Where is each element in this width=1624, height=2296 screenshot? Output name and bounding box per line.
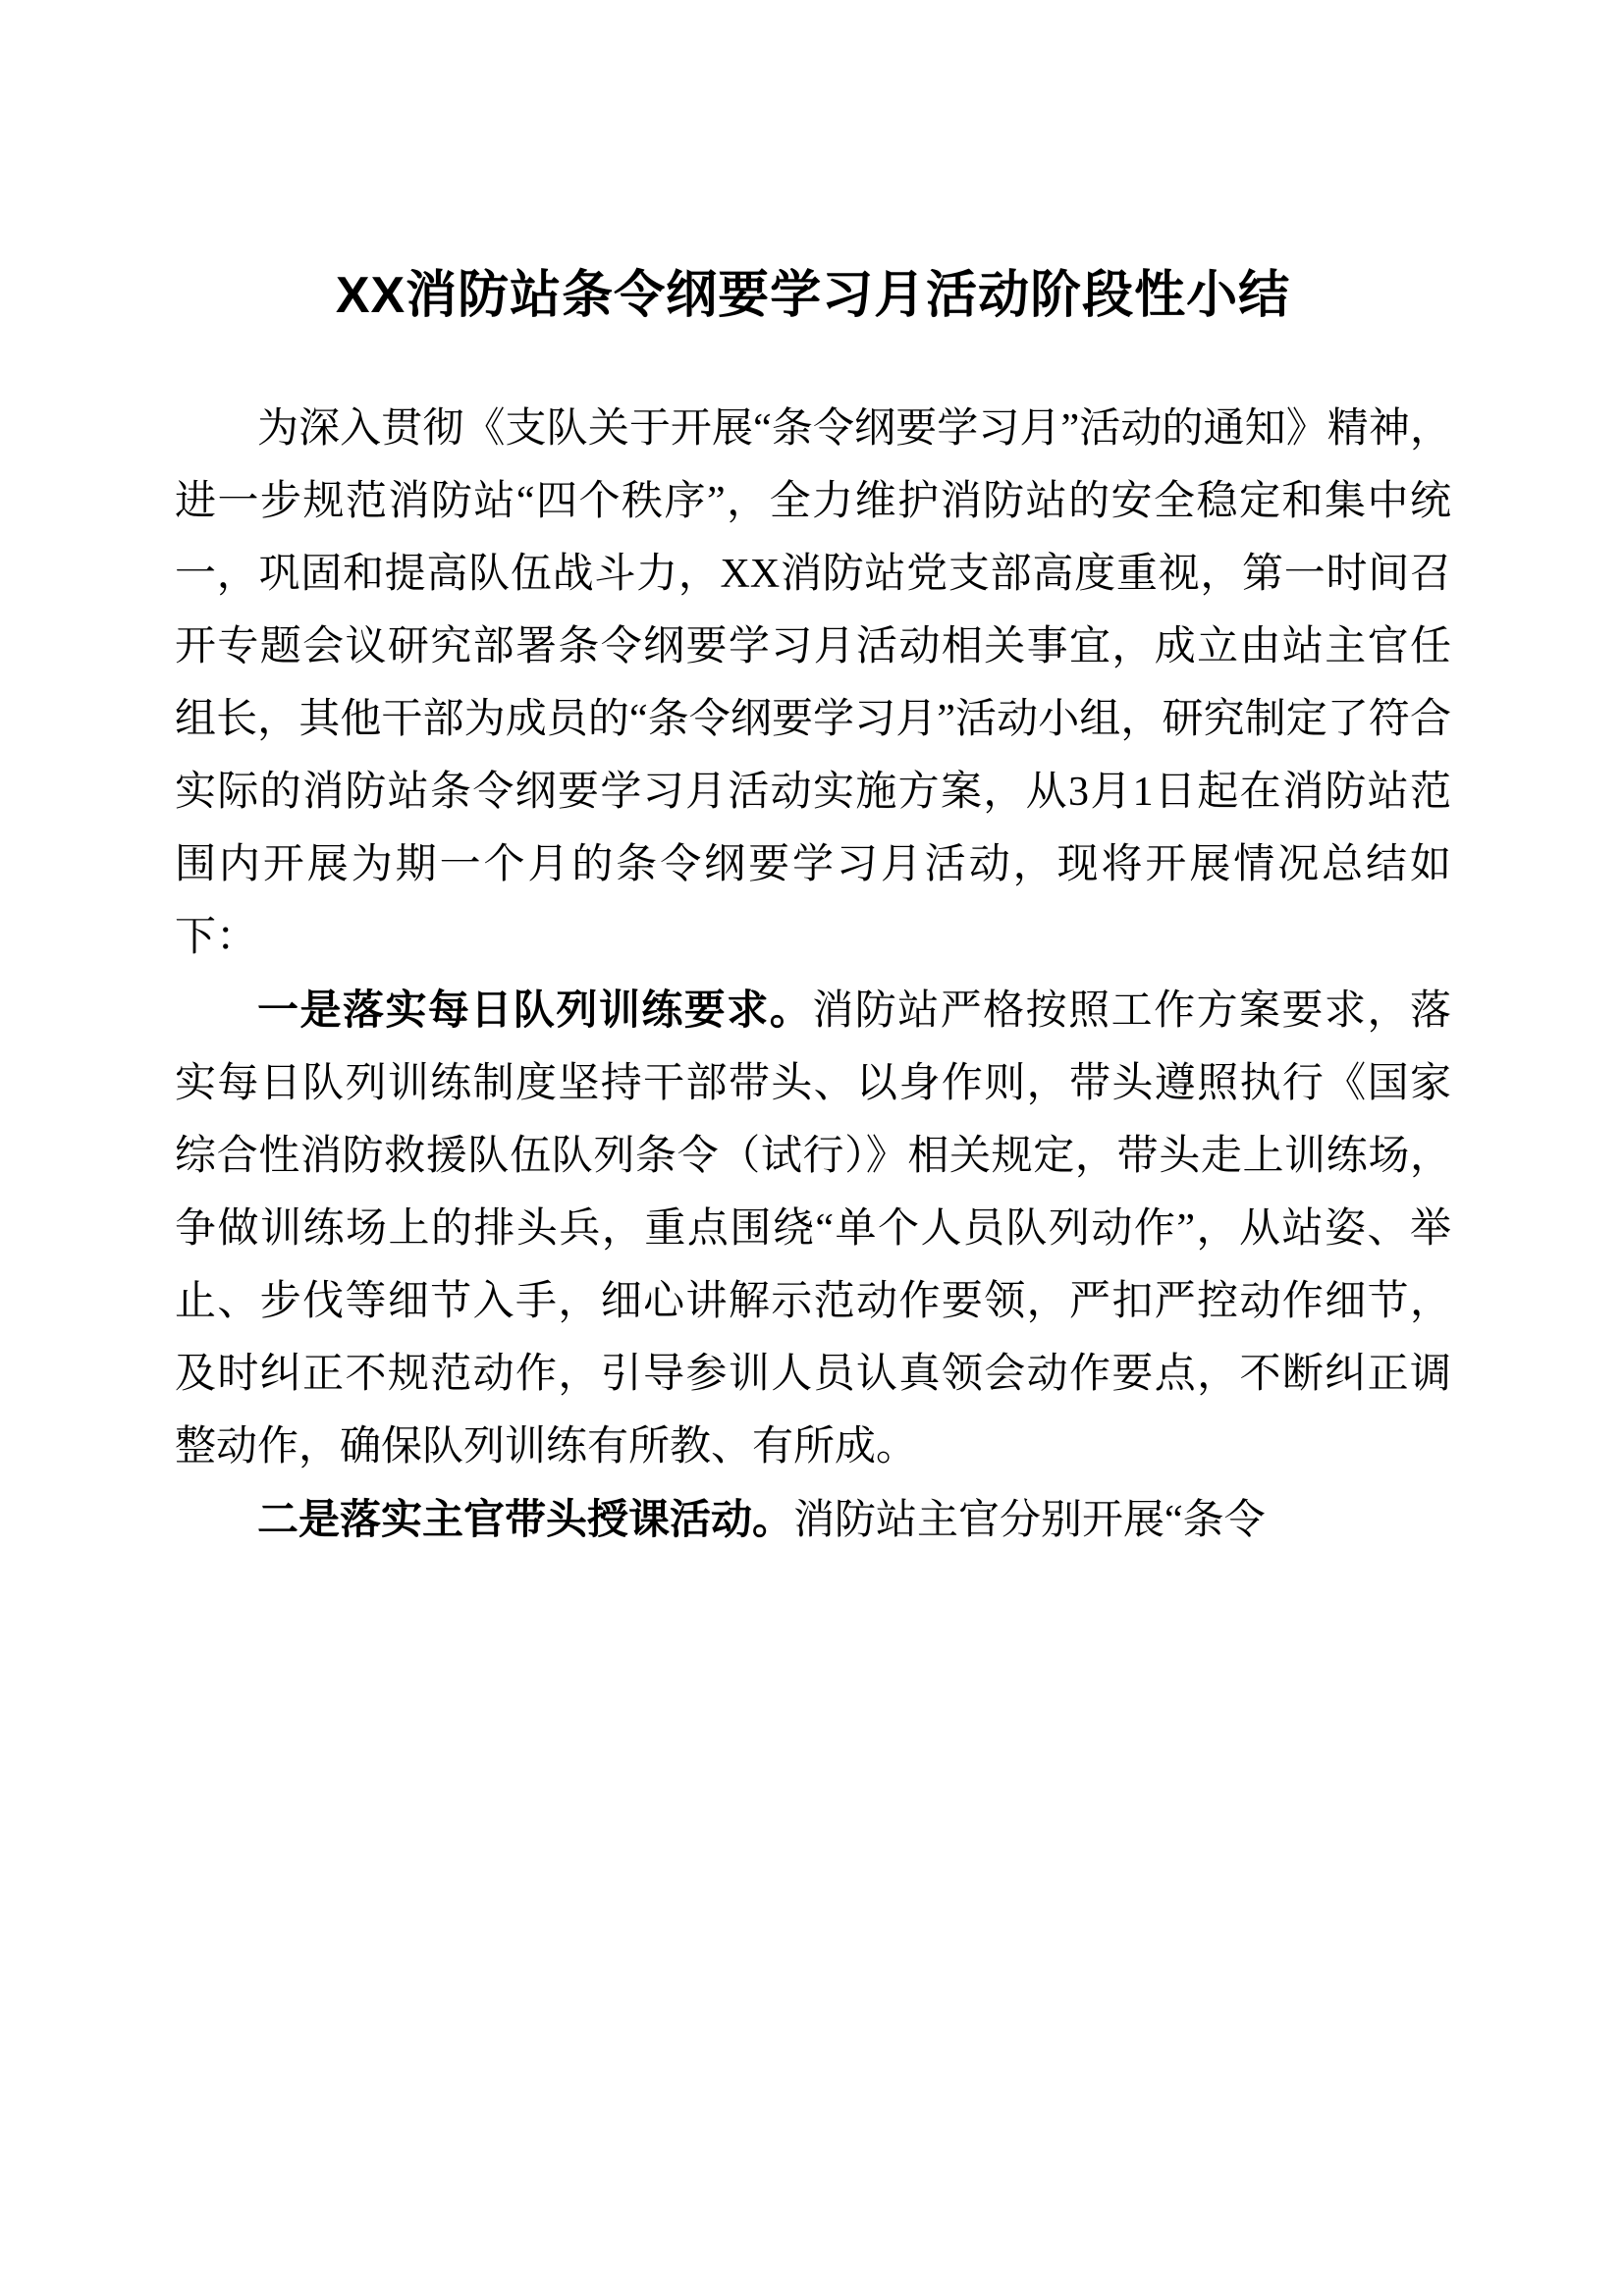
page-title: XX消防站条令纲要学习月活动阶段性小结: [335, 267, 1291, 324]
paragraph-2-text: 消防站严格按照工作方案要求，落实每日队列训练制度坚持干部带头、以身作则，带头遵照执行《国家综合性消防救援队伍队列条令（试行）》相关规定，带头走上训练场，争做训练场上的排头兵，重点围绕“单个人员队列动作”，从站姿、举止、步伐等细节入手，细心讲解示范动作要领，严扣严控动作细节，及时纠正不规范动作，引导参训人员认真领会动作要点，不断纠正调整动作，确保队列训练有所教、有所成。: [175, 988, 1451, 1470]
paragraph-2-lead: 一是落实每日队列训练要求。: [257, 987, 813, 1034]
paragraph-3: [175, 1483, 1451, 1557]
paragraph-3-lead: 二是落实主官带头授课活动。: [257, 1496, 794, 1543]
paragraph-3-text: 消防站主官分别开展“条令: [793, 1498, 1266, 1544]
paragraph-1-text: 为深入贯彻《支队关于开展“条令纲要学习月”活动的通知》精神，进一步规范消防站“四个秩序”，全力维护消防站的安全稳定和集中统一，巩固和提高队伍战斗力，XX消防站党支部高度重视，第一时间召开专题会议研究部署条令纲要学习月活动相关事宜，成立由站主官任组长，其他干部为成员的“条令纲要学习月”活动小组，研究制定了符合实际的消防站条令纲要学习月活动实施方案，从3月1日起在消防站范围内开展为期一个月的条令纲要学习月活动，现将开展情况总结如下：: [175, 406, 1451, 961]
document-body: [175, 0, 1451, 1557]
paragraph-1: [175, 393, 1451, 974]
paragraph-2: [175, 974, 1451, 1483]
